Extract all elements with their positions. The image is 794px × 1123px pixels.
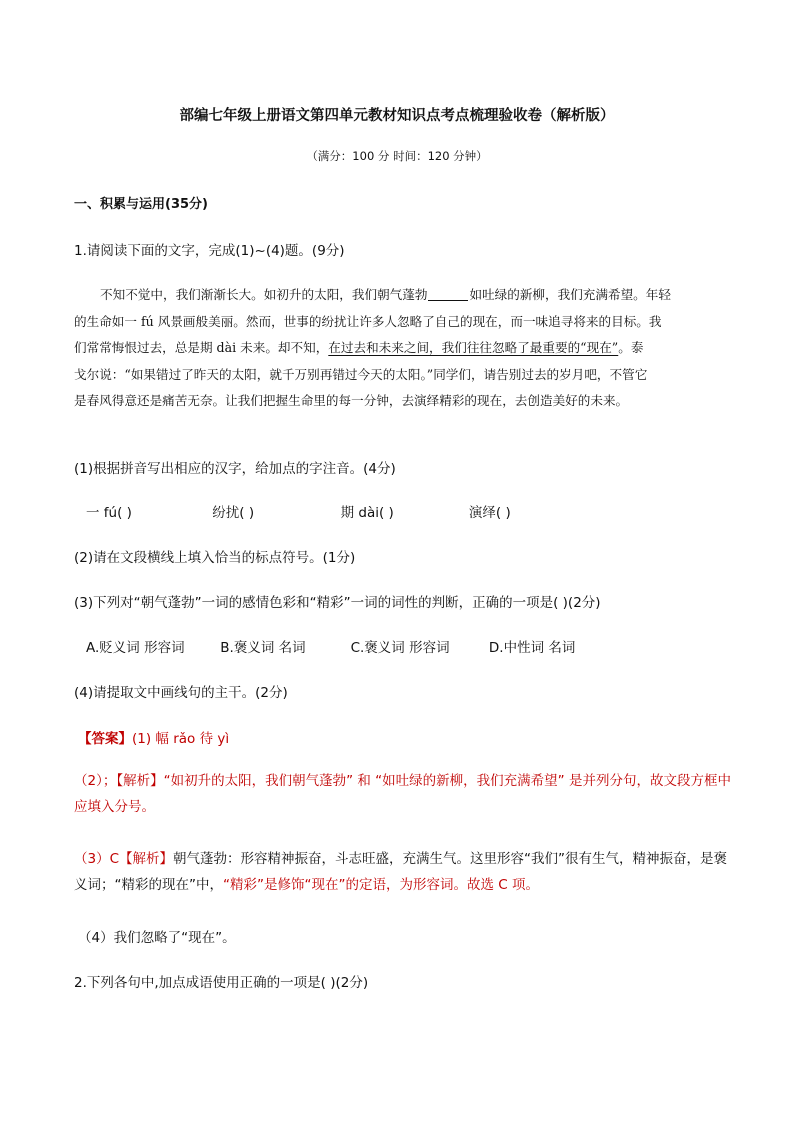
exam-meta: （满分：100 分 时间：120 分钟） bbox=[306, 149, 488, 163]
sub-question-3: (3)下列对“朝气蓬勃”一词的感情色彩和“精彩”一词的词性的判断，正确的一项是( )(2分) bbox=[74, 595, 601, 611]
passage-line-1: 不知不觉中，我们渐渐长大。如初升的太阳，我们朝气蓬勃 如吐绿的新柳，我们充满希望。年轻 bbox=[100, 287, 671, 302]
item-yanyi: 演绎( ) bbox=[468, 505, 511, 521]
question-2-stem: 2.下列各句中,加点成语使用正确的一项是( )(2分) bbox=[74, 975, 369, 991]
answer-label: 【答案】 bbox=[78, 731, 132, 747]
answer-4: （4）我们忽略了“现在”。 bbox=[78, 930, 236, 946]
item-fenrao: 纷扰( ) bbox=[212, 505, 255, 521]
option-b: B.褒义词 名词 bbox=[220, 640, 306, 656]
option-c: C.褒义词 形容词 bbox=[350, 640, 450, 656]
question-1-stem: 1.请阅读下面的文字，完成(1)~(4)题。(9分) bbox=[74, 243, 345, 259]
option-d: D.中性词 名词 bbox=[488, 640, 576, 656]
passage-line-2: 的生命如一 fú 风景画般美丽。然而，世事的纷扰让许多人忽略了自己的现在，而一味追寻将来的目标。我 bbox=[74, 313, 662, 329]
underlined-sentence: 在过去和未来之间，我们往往忽略了最重要的“现在” bbox=[328, 340, 619, 355]
page-title: 部编七年级上册语文第四单元教材知识点考点梳理验收卷（解析版） bbox=[179, 108, 615, 124]
item-fu: 一 fú( ) bbox=[86, 505, 132, 521]
sub-question-1: (1)根据拼音写出相应的汉字，给加点的字注音。(4分) bbox=[74, 461, 396, 477]
sub-question-2: (2)请在文段横线上填入恰当的标点符号。(1分) bbox=[74, 550, 356, 566]
sub-question-4: (4)请提取文中画线句的主干。(2分) bbox=[74, 685, 288, 701]
sub-question-1-items bbox=[86, 501, 511, 521]
answer-2: （2）；【解析】“如初升的太阳，我们朝气蓬勃” 和 “如吐绿的新柳，我们充满希望” 是并列分句，故文段方框中应填入分号。 bbox=[74, 773, 731, 815]
sub-question-3-options bbox=[86, 636, 575, 656]
reading-passage bbox=[74, 282, 694, 415]
passage-line-3: 们常常悔恨过去，总是期 dài 未来。却不知，在过去和未来之间，我们往往忽略了最重要的“现在”。泰 bbox=[74, 340, 644, 355]
option-a: A.贬义词 形容词 bbox=[86, 640, 185, 656]
answer-1 bbox=[78, 727, 229, 747]
passage-line-4: 戈尔说：“如果错过了昨天的太阳，就千万别再错过今天的太阳。”同学们，请告别过去的岁月吧，不管它 bbox=[74, 366, 648, 382]
passage-line-5: 是春风得意还是痛苦无奈。让我们把握生命里的每一分钟，去演绎精彩的现在，去创造美好的未来。 bbox=[74, 393, 629, 408]
answer-1-text: (1) 幅 rǎo 待 yì bbox=[132, 731, 230, 747]
item-dai: 期 dài( ) bbox=[340, 505, 394, 521]
section-heading: 一、积累与运用(35分) bbox=[74, 197, 208, 212]
punctuation-blank bbox=[428, 286, 468, 301]
answer-3: （3）C【解析】朝气蓬勃：形容精神振奋，斗志旺盛，充满生气。这里形容“我们”很有生气，精神振奋，是褒义词；“精彩的现在”中，“精彩”是修饰“现在”的定语，为形容词。故选 C 项。 bbox=[74, 851, 728, 893]
